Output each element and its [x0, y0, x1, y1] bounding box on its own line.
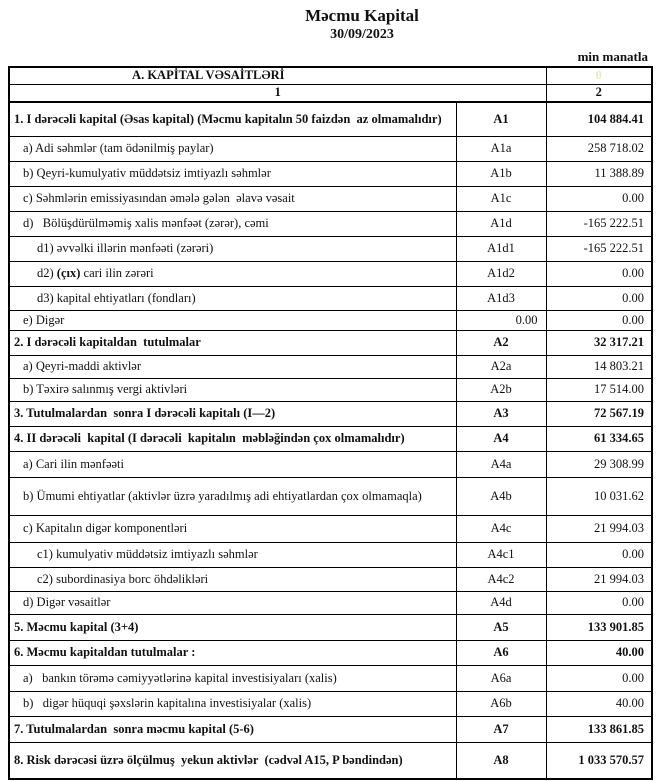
row-value: 0.00 [546, 286, 652, 310]
row-label [9, 310, 456, 330]
row-label-segment: d3) kapital ehtiyatları (fondları) [37, 290, 196, 305]
row-value: -165 222.51 [546, 236, 652, 261]
row-code: A4c2 [456, 567, 546, 591]
row-label-bold-segment: 8. Risk dərəcəsi üzrə ölçülmuş yekun aktivlər [14, 753, 259, 768]
section-header: A. KAPİTAL VƏSAİTLƏRİ [9, 67, 546, 84]
row-label-bold-segment: 3. Tutulmalardan sonra I dərəcəli kapitalı (I—2) [14, 406, 276, 421]
row-value: 21 994.03 [546, 567, 652, 591]
table-row [9, 567, 652, 591]
row-label-segment: d) Digər vəsaitlər [23, 595, 111, 610]
row-label [9, 355, 456, 378]
table-row [9, 591, 652, 614]
row-value: 133 901.85 [546, 614, 652, 640]
row-label-bold-segment: 1. I dərəcəli kapital [14, 112, 117, 127]
row-label [9, 236, 456, 261]
table-row [9, 310, 652, 330]
row-label-segment: b) Ümumi ehtiyatlar (aktivlər üzrə yaradılmış adi ehtiyatlardan çox olmamaqla) [23, 488, 422, 503]
row-label-segment: a) Cari ilin mənfəəti [23, 456, 125, 471]
row-code: A2 [456, 330, 546, 355]
unit-note: min manatla [577, 49, 648, 64]
table-row [9, 330, 652, 355]
column-header-left: 1 [9, 84, 546, 102]
row-label [9, 477, 456, 515]
table-row [9, 451, 652, 477]
table-row [9, 211, 652, 236]
table-row [9, 236, 652, 261]
row-code: A4b [456, 477, 546, 515]
row-value: 10 031.62 [546, 477, 652, 515]
column-header-row [9, 84, 652, 102]
capital-table-body [9, 67, 652, 779]
report-date: 30/09/2023 [330, 27, 394, 42]
table-row [9, 716, 652, 742]
table-row [9, 426, 652, 451]
row-label-segment: d2) [37, 266, 57, 281]
row-code: A6a [456, 665, 546, 691]
row-label [9, 211, 456, 236]
column-header-right: 2 [546, 84, 652, 102]
row-label-bold-segment: 7. Tutulmalardan sonra məcmu kapital (5-6) [14, 721, 254, 736]
row-label [9, 378, 456, 401]
row-value: 72 567.19 [546, 401, 652, 426]
row-label-segment: e) Digər [23, 312, 65, 327]
row-code: A4 [456, 426, 546, 451]
row-code: A6b [456, 691, 546, 716]
table-row [9, 378, 652, 401]
faint-mark: 0 [546, 67, 652, 84]
row-label [9, 102, 456, 136]
row-label-bold-segment: 2. I dərəcəli kapitaldan tutulmalar [14, 335, 201, 350]
row-value: -165 222.51 [546, 211, 652, 236]
row-label-segment: a) bankın törəmə cəmiyyətlərinə kapital investisiyaları (xalis) [23, 670, 337, 685]
row-value: 11 388.89 [546, 161, 652, 186]
row-label [9, 286, 456, 310]
table-row [9, 102, 652, 136]
table-row [9, 186, 652, 211]
row-label-segment: d1) əvvəlki illərin mənfəəti (zərəri) [37, 241, 214, 256]
page-title: Məcmu Kapital [305, 6, 419, 25]
row-label [9, 716, 456, 742]
row-value: 14 803.21 [546, 355, 652, 378]
report-header [34, 0, 656, 44]
row-value: 17 514.00 [546, 378, 652, 401]
row-code: A1a [456, 136, 546, 161]
row-label [9, 691, 456, 716]
capital-table [8, 66, 653, 780]
row-code: A1d1 [456, 236, 546, 261]
row-code: A1d [456, 211, 546, 236]
row-code: A4d [456, 591, 546, 614]
row-label [9, 161, 456, 186]
row-code: A1c [456, 186, 546, 211]
row-code: A1d3 [456, 286, 546, 310]
table-row [9, 515, 652, 542]
row-value: 61 334.65 [546, 426, 652, 451]
row-label [9, 542, 456, 567]
table-row [9, 614, 652, 640]
row-code: A4c1 [456, 542, 546, 567]
row-value: 258 718.02 [546, 136, 652, 161]
row-label [9, 614, 456, 640]
row-label [9, 426, 456, 451]
row-label-segment: a) Adi səhmlər (tam ödənilmiş paylar) [23, 141, 214, 156]
row-code: 0.00 [456, 310, 546, 330]
row-label-segment: b) Təxirə salınmış vergi aktivləri [23, 382, 188, 397]
table-row [9, 261, 652, 286]
row-label-bold-segment: (çıx) [56, 266, 81, 281]
row-label-segment: c) Səhmlərin emissiyasından əmələ gələn əlavə vəsait [23, 191, 295, 206]
row-label [9, 591, 456, 614]
row-value: 29 308.99 [546, 451, 652, 477]
row-label [9, 261, 456, 286]
row-label [9, 640, 456, 665]
row-label-segment: a) Qeyri-maddi aktivlər [23, 359, 142, 374]
table-row [9, 640, 652, 665]
row-value: 0.00 [546, 186, 652, 211]
row-code: A1b [456, 161, 546, 186]
row-label-segment: b) Qeyri-kumulyativ müddətsiz imtiyazlı səhmlər [23, 166, 271, 181]
row-label-segment: c1) kumulyativ müddətsiz imtiyazlı səhmlər [37, 547, 258, 562]
row-value: 104 884.41 [546, 102, 652, 136]
row-label-bold-segment: 6. Məcmu kapitaldan tutulmalar : [14, 645, 196, 660]
row-label [9, 136, 456, 161]
table-row [9, 161, 652, 186]
table-row [9, 355, 652, 378]
row-label-segment: (cədvəl A15, P bəndindən) [258, 753, 403, 768]
row-label [9, 567, 456, 591]
row-value: 133 861.85 [546, 716, 652, 742]
row-value: 32 317.21 [546, 330, 652, 355]
table-row [9, 691, 652, 716]
row-label-segment: b) digər hüquqi şəxslərin kapitalına investisiyalar (xalis) [23, 696, 312, 711]
row-code: A1 [456, 102, 546, 136]
row-code: A2a [456, 355, 546, 378]
row-label [9, 451, 456, 477]
row-label [9, 665, 456, 691]
section-header-row [9, 67, 652, 84]
row-code: A1d2 [456, 261, 546, 286]
row-label-segment: cari ilin zərəri [80, 266, 154, 281]
row-value: 1 033 570.57 [546, 742, 652, 779]
row-label [9, 330, 456, 355]
row-label [9, 401, 456, 426]
row-code: A5 [456, 614, 546, 640]
table-row [9, 665, 652, 691]
row-label-segment: c2) subordinasiya borc öhdəlikləri [37, 571, 209, 586]
row-code: A2b [456, 378, 546, 401]
row-label [9, 742, 456, 779]
table-row [9, 136, 652, 161]
table-row [9, 477, 652, 515]
row-label-bold-segment: 4. II dərəcəli kapital [14, 431, 125, 446]
row-code: A3 [456, 401, 546, 426]
row-label-segment: (I dərəcəli kapitalın məbləğindən çox olmamalıdır) [124, 431, 405, 446]
table-row [9, 742, 652, 779]
row-value: 0.00 [546, 261, 652, 286]
row-value: 40.00 [546, 691, 652, 716]
table-row [9, 286, 652, 310]
row-label-segment: (Əsas kapital) (Məcmu kapitalın 50 faizdən az olmamalıdır) [116, 112, 442, 127]
table-row [9, 542, 652, 567]
row-code: A6 [456, 640, 546, 665]
row-code: A8 [456, 742, 546, 779]
row-code: A7 [456, 716, 546, 742]
row-value: 0.00 [546, 542, 652, 567]
row-label-bold-segment: 5. Məcmu kapital (3+4) [14, 619, 139, 634]
row-code: A4a [456, 451, 546, 477]
row-value: 0.00 [546, 591, 652, 614]
row-label-segment: c) Kapitalın digər komponentləri [23, 521, 188, 536]
row-value: 0.00 [546, 665, 652, 691]
row-value: 40.00 [546, 640, 652, 665]
row-label [9, 515, 456, 542]
row-label [9, 186, 456, 211]
row-code: A4c [456, 515, 546, 542]
row-label-segment: d) Bölüşdürülməmiş xalis mənfəət (zərər), cəmi [23, 216, 269, 231]
row-value: 21 994.03 [546, 515, 652, 542]
row-value: 0.00 [546, 310, 652, 330]
table-row [9, 401, 652, 426]
